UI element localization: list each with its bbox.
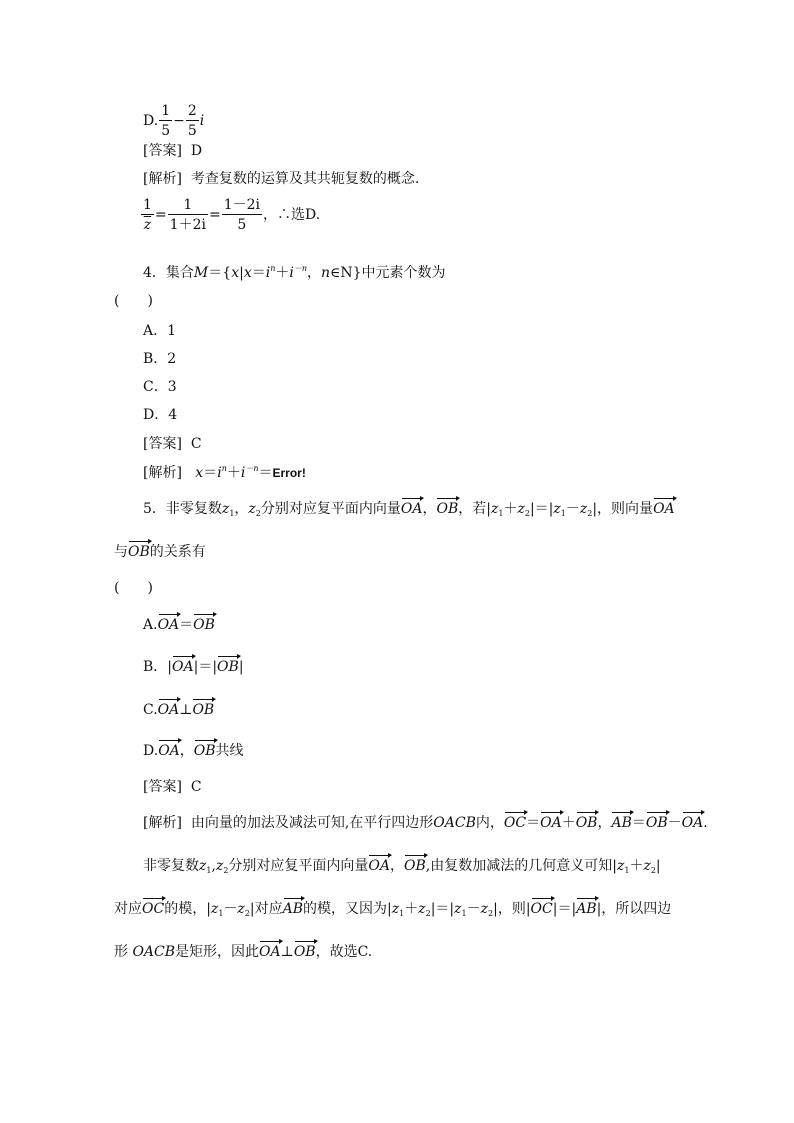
fraction: $\frac{1}{1+2i}$ (169, 197, 206, 233)
q3-answer: [答案] D (143, 143, 203, 159)
q3-option-d: D. $\frac{1}{5}$ − $\frac{2}{5}$ i (143, 103, 205, 139)
q5-paren: ( ) (114, 580, 153, 596)
q5-analysis-line4: 形 OACB是矩形，因此OA⊥OB，故选C. (114, 944, 373, 960)
q4-option-a: A．1 (143, 323, 177, 339)
q4-analysis: [解析] $x=i^n+i^{-n}=Error$! (143, 464, 306, 481)
fraction: $\frac{1-2i}{5}$ (223, 197, 260, 233)
q4-answer: [答案] C (143, 436, 202, 452)
q4-paren: ( ) (114, 293, 153, 309)
vector-ob: OB (436, 501, 459, 517)
fraction: $\frac{1}{5}$ (161, 103, 171, 139)
fraction: $\frac{1}{z}$ (143, 197, 152, 233)
vector-oa: OA (400, 501, 423, 517)
vector-oa: OA (653, 501, 675, 517)
fraction: $\frac{2}{5}$ (187, 103, 197, 139)
q5-stem-line1: 5．非零复数$z_1$，$z_2$分别对应复平面内向量OA，OB，若$|z_1+z_2|=|z_1-z_2|$，则向量OA (143, 501, 675, 518)
vector-ob: OB (128, 544, 150, 560)
q5-answer: [答案] C (143, 779, 202, 795)
q5-option-b: B．|OA|＝|OB| (143, 659, 244, 675)
q3-analysis: [解析] 考查复数的运算及其共轭复数的概念. (143, 171, 420, 187)
q4-option-b: B．2 (143, 351, 177, 367)
q5-analysis-line1: [解析] 由向量的加法及减法可知,在平行四边形OACB内，OC＝OA＋OB，AB＝OB－OA. (143, 815, 708, 831)
q4-stem: 4．集合$M=\{x|x=i^n+i^{-n}$，n∈N}中元素个数为 (143, 264, 446, 281)
q3-analysis-equation: $\frac{1}{z}$ = $\frac{1}{1+2i}$ = $\frac{1-2i}{5}$ ，∴选D. (143, 197, 321, 233)
q5-option-d: D.OA，OB共线 (143, 743, 244, 759)
q5-option-c: C.OA⊥OB (143, 702, 215, 718)
q5-analysis-line2: 非零复数$z_1,z_2$分别对应复平面内向量OA，OB,由复数加减法的几何意义可知$|z_1+z_2|$ (143, 858, 661, 875)
q5-analysis-line3: 对应OC的模，$|z_1-z_2|$对应AB的模，又因为$|z_1+z_2|=|z_1-z_2|$，则|OC|＝|AB|，所以四边 (114, 901, 672, 918)
q5-option-a: A.OA＝OB (143, 617, 215, 633)
q4-option-d: D．4 (143, 407, 178, 423)
q5-stem-line2: 与OB的关系有 (114, 544, 206, 560)
q4-option-c: C．3 (143, 379, 177, 395)
